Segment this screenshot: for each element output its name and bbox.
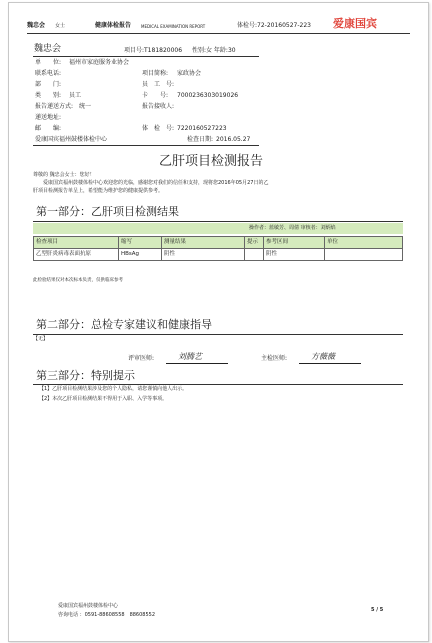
part2-divider (33, 334, 403, 335)
unit-value: 福州市家庭服务业协会 (69, 59, 130, 66)
operators-bar (33, 223, 403, 234)
greeting-line1: 尊敬的 魏忠会女士：您好！ (33, 172, 95, 178)
part3-item2: 【2】本次乙肝项目检测结果不得用于入职、入学等事项。 (39, 396, 168, 402)
center-name: 爱康国宾福州鼓楼体检中心 (35, 136, 108, 143)
header-gender: 女士 (55, 23, 66, 29)
date-label: 检查日期: (187, 136, 214, 143)
chief-label: 主检医师: (261, 355, 288, 362)
part1-divider (33, 221, 403, 222)
cell-item: 乙型肝炎病毒表面抗原 (34, 249, 119, 261)
part2-content: 【无】 (33, 336, 49, 342)
delivery-value: 统一 (79, 103, 92, 110)
header-patient: 魏忠会 (27, 22, 46, 29)
greeting-line2: 爱康国宾福州鼓楼体检中心欢迎您的光临，感谢您对我们的信任和支持，现将您2016年05月27日的乙 (43, 180, 269, 186)
post-label: 邮 编: (35, 125, 62, 132)
info-name: 魏忠会 (34, 44, 62, 54)
card-label: 卡 号: (142, 92, 169, 99)
part1-title: 第一部分：乙肝项目检测结果 (36, 205, 179, 218)
name-divider (33, 56, 259, 57)
emp-no-label: 员 工 号: (142, 81, 175, 88)
category-value: 员工 (69, 92, 82, 99)
col-header-result: 测量结果 (162, 237, 245, 249)
phone-label: 联系电话: (35, 70, 62, 77)
result-note: 此检验结果仅对本次标本负责，仅供临床参考 (33, 278, 123, 283)
footer-center: 爱康国宾福州鼓楼体检中心 (58, 603, 119, 609)
col-header-hint: 提示 (245, 237, 264, 249)
date-value: 2016.05.27 (216, 136, 251, 143)
result-table (33, 236, 403, 261)
footer-page: 5 / 5 (371, 607, 384, 613)
cell-abbr: HBsAg (119, 249, 162, 261)
info-gender-age: 性别:女 年龄:30 (192, 47, 236, 54)
exam-no-value: 7220160527223 (177, 125, 227, 132)
report-page (8, 2, 429, 642)
cell-result: 阴性 (162, 249, 245, 261)
operators-text: 操作者：蓝敏芳、周倩 审核者：刘炳焰 (249, 225, 336, 231)
header-report-type: 健康体检报告 (95, 22, 132, 29)
receiver-label: 报告接收人: (142, 103, 175, 110)
part3-divider (33, 384, 403, 385)
cell-hint (245, 249, 264, 261)
header-report-type-en: MEDICAL EXAMINATION REPORT (141, 23, 206, 29)
unit-label: 单 位: (35, 59, 62, 66)
reviewer-signature: 刘腾艺 (166, 353, 228, 364)
delivery-label: 报告递送方式: (35, 103, 74, 110)
col-header-unit: 单位 (325, 237, 403, 249)
chief-signature: 方薇薇 (299, 353, 361, 364)
info-project-no: 项目号:T181820006 (124, 47, 183, 54)
part3-item1: 【1】乙肝项目检测结果涉及您的个人隐私，请您谨慎向他人出示。 (39, 386, 188, 392)
col-header-range: 参考区间 (264, 237, 325, 249)
project-name-label: 项目简称: (142, 70, 169, 77)
part2-title: 第二部分：总检专家建议和健康指导 (36, 318, 212, 331)
exam-no-label: 体 检 号: (142, 125, 175, 132)
footer-phone: 咨询电话 ：0591-88608558 88608552 (58, 612, 156, 618)
cell-unit (325, 249, 403, 261)
table-header-row (34, 237, 403, 249)
project-name-value: 家政协会 (177, 70, 202, 77)
brand-logo: 爱康国宾 (333, 17, 377, 30)
table-row (34, 249, 403, 261)
address-label: 递送地址: (35, 114, 62, 121)
header-divider (27, 33, 410, 34)
reviewer-label: 评审医师: (128, 355, 155, 362)
greeting-line3: 肝项目检测报告单呈上，希望能为维护您的健康提供参考。 (33, 188, 164, 194)
part3-title: 第三部分：特别提示 (36, 369, 135, 382)
category-label: 类 别: (35, 92, 62, 99)
card-value: 7000236303019026 (177, 92, 239, 99)
header-exam-no: 体检号:72-20160527-223 (237, 22, 311, 29)
info-divider (33, 145, 259, 146)
report-title: 乙肝项目检测报告 (159, 154, 264, 169)
cell-range: 阴性 (264, 249, 325, 261)
dept-label: 部 门: (35, 81, 62, 88)
col-header-abbr: 缩写 (119, 237, 162, 249)
col-header-item: 检查项目 (34, 237, 119, 249)
